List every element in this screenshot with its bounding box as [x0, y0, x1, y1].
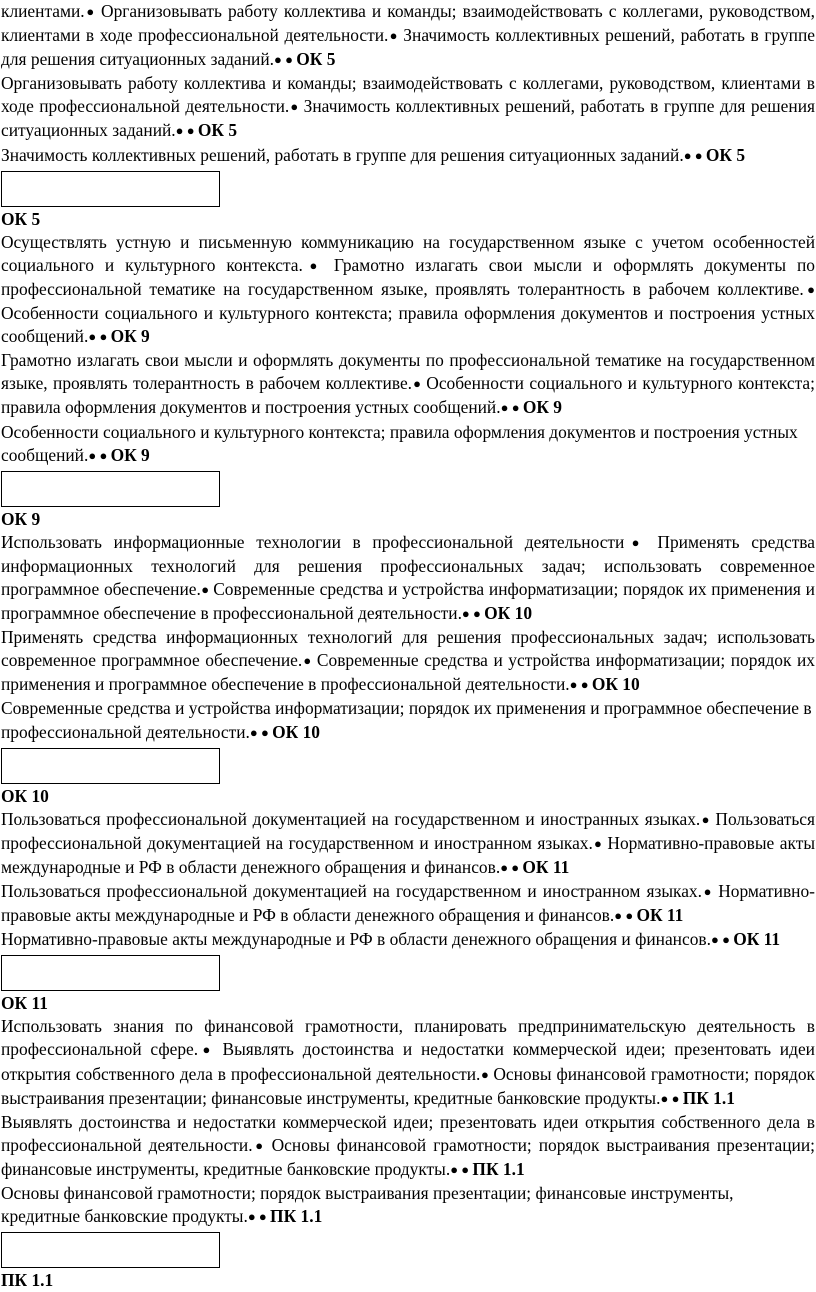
competency-paragraph — [1, 626, 815, 697]
bullet-icon: ● ● — [683, 147, 706, 163]
paragraph-text: Использовать информационные технологии в профессиональной деятельности — [1, 531, 625, 552]
competency-code: ОК 11 — [636, 905, 684, 926]
bullet-icon: ● — [84, 4, 102, 19]
paragraph-text: Нормативно-правовые акты международные и РФ в области денежного обращения и финансов. — [1, 832, 815, 877]
answer-box[interactable] — [1, 1232, 220, 1268]
competency-heading: ОК 9 — [1, 508, 41, 529]
bullet-icon: ● ● — [710, 932, 734, 948]
competency-code: ПК 1.1 — [472, 1158, 525, 1179]
competency-paragraph — [1, 531, 815, 626]
paragraph-text: Нормативно-правовые акты международные и РФ в области денежного обращения и финансов. — [1, 881, 815, 926]
paragraph-text: Организовывать работу коллектива и команды; взаимодействовать с коллегами, руководством, клиентами в ходе профессиональной деятельности. — [1, 1, 815, 46]
competency-paragraph — [1, 808, 815, 880]
paragraph-text: Особенности социального и культурного контекста; правила оформления документов и построения устных сообщений. — [1, 421, 798, 465]
competency-paragraph — [1, 421, 815, 468]
paragraph-text: Современные средства и устройства информатизации; порядок их применения и программное обеспечение в профессиональной деятельности. — [1, 650, 815, 695]
bullet-icon: ● ● — [88, 329, 111, 345]
competency-paragraph — [1, 231, 815, 349]
competency-code: ОК 10 — [272, 721, 321, 742]
bullet-icon: ● ● — [569, 677, 592, 693]
paragraph-text: Современные средства и устройства информатизации; порядок их применения и программное обеспечение в профессиональной деятельности. — [1, 578, 815, 624]
paragraph-text: Значимость коллективных решений, работать в группе для решения ситуационных заданий. — [1, 96, 816, 141]
paragraph-text: Пользоваться профессиональной документацией на государственном и иностранном языках. — [1, 808, 816, 853]
paragraph-text: Пользоваться профессиональной документацией на государственном и иностранном языках. — [1, 881, 702, 901]
paragraph-text: Основы финансовой грамотности; порядок выстраивания презентации; финансовые инструменты, кредитные банковские продукты. — [1, 1063, 815, 1108]
paragraph-text: Основы финансовой грамотности; порядок выстраивания презентации; финансовые инструменты, кредитные банковские продукты. — [1, 1183, 734, 1227]
paragraph-text: Значимость коллективных решений, работать в группе для решения ситуационных заданий. — [1, 25, 815, 70]
paragraph-text: Основы финансовой грамотности; порядок выстраивания презентации; финансовые инструменты, кредитные банковские продукты. — [1, 1134, 815, 1179]
competency-heading: ПК 1.1 — [1, 1270, 54, 1291]
competency-paragraph — [1, 1015, 815, 1110]
competency-heading: ОК 5 — [1, 208, 41, 229]
competency-code: ПК 1.1 — [682, 1087, 735, 1108]
paragraph-text: Современные средства и устройства информатизации; порядок их применения и программное обеспечение в профессиональной деятельности. — [1, 698, 812, 742]
paragraph-text: Особенности социального и культурного контекста; правила оформления документов и построения устных сообщений. — [1, 303, 815, 347]
bullet-icon: ● ● — [450, 1161, 473, 1177]
competency-code: ОК 5 — [296, 49, 336, 70]
paragraph-text: Особенности социального и культурного контекста; правила оформления документов и построения устных сообщений. — [1, 373, 815, 418]
bullet-icon: ● — [200, 581, 214, 597]
bullet-icon: ● ● — [660, 1090, 683, 1106]
bullet-icon: ● ● — [461, 606, 485, 622]
answer-box[interactable] — [1, 748, 220, 784]
competency-paragraph — [1, 0, 815, 72]
competency-paragraph — [1, 72, 815, 143]
bullet-icon: ● — [412, 376, 427, 392]
competency-paragraph — [1, 1182, 815, 1229]
bullet-icon: ● — [624, 534, 658, 550]
bullet-icon: ● — [480, 1066, 494, 1082]
bullet-icon: ● — [252, 1137, 272, 1153]
competency-heading: ОК 11 — [1, 993, 48, 1014]
bullet-icon: ● — [289, 99, 304, 115]
paragraph-text: Организовывать работу коллектива и команды; взаимодействовать с коллегами, руководством, клиентами в ходе профессиональной деятельности. — [1, 73, 815, 117]
bullet-icon: ● ● — [500, 859, 523, 875]
competency-code: ОК 10 — [484, 603, 533, 624]
competency-code: ОК 11 — [522, 856, 570, 877]
competency-code: ОК 11 — [733, 929, 781, 950]
bullet-icon: ● — [700, 811, 716, 827]
competency-paragraph — [1, 144, 815, 168]
competency-code: ОК 5 — [705, 144, 746, 165]
competency-code: ОК 9 — [110, 444, 150, 465]
answer-box[interactable] — [1, 955, 220, 991]
competency-code: ПК 1.1 — [270, 1206, 323, 1227]
competency-paragraph — [1, 880, 815, 928]
competency-code: ОК 9 — [522, 397, 562, 418]
answer-box[interactable] — [1, 171, 220, 207]
bullet-icon: ● ● — [175, 123, 198, 139]
paragraph-text: Пользоваться профессиональной документацией на государственном и иностранных языках. — [1, 808, 701, 829]
bullet-icon: ● — [701, 884, 719, 899]
answer-box[interactable] — [1, 471, 220, 507]
competency-code: ОК 10 — [591, 674, 640, 695]
paragraph-text: Нормативно-правовые акты международные и РФ в области денежного обращения и финансов. — [1, 929, 711, 950]
bullet-icon: ● — [803, 281, 815, 297]
competency-paragraph — [1, 349, 815, 420]
bullet-icon: ● — [198, 1042, 223, 1058]
competency-code: ОК 9 — [110, 326, 150, 347]
paragraph-text: Выявлять достоинства и недостатки коммерческой идеи; презентовать идеи открытия собственного дела в профессиональной деятельности. — [1, 1111, 815, 1155]
paragraph-text: Значимость коллективных решений, работать в группе для решения ситуационных заданий. — [1, 144, 684, 165]
paragraph-text: Выявлять достоинства и недостатки коммерческой идеи; презентовать идеи открытия собственного дела в профессиональной деятельности. — [1, 1039, 815, 1084]
competency-code: ОК 5 — [197, 120, 238, 141]
paragraph-text: Грамотно излагать свои мысли и оформлять документы по профессиональной тематике на государственном языке, проявлять толерантность в рабочем коллективе. — [1, 350, 815, 394]
competency-paragraph — [1, 697, 815, 744]
paragraph-text: Использовать знания по финансовой грамотности, планировать предпринимательскую деятельность в профессиональной сфере. — [1, 1016, 815, 1060]
bullet-icon: ● — [592, 835, 608, 851]
bullet-icon: ● ● — [274, 52, 297, 68]
paragraph-text: Осуществлять устную и письменную коммуникацию на государственном языке с учетом особенностей социального и культурного контекста. — [1, 231, 815, 275]
bullet-icon: ● ● — [500, 400, 523, 416]
paragraph-text: клиентами. — [1, 1, 85, 21]
competency-paragraph — [1, 1111, 815, 1182]
competency-paragraph — [1, 928, 815, 952]
bullet-icon: ● ● — [88, 447, 111, 463]
bullet-icon: ● — [302, 653, 317, 669]
bullet-icon: ● ● — [247, 1209, 271, 1225]
paragraph-text: Грамотно излагать свои мысли и оформлять документы по профессиональной тематике на государственном языке, проявлять толерантность в рабочем коллективе. — [1, 254, 815, 299]
paragraph-text: Применять средства информационных технологий для решения профессиональных задач; использовать современное программное обеспечение. — [1, 627, 815, 671]
competency-heading: ОК 10 — [1, 785, 49, 806]
bullet-icon: ● — [302, 257, 334, 273]
bullet-icon: ● ● — [249, 724, 273, 740]
bullet-icon: ● — [388, 28, 404, 44]
bullet-icon: ● ● — [614, 908, 637, 924]
paragraph-text: Применять средства информационных технологий для решения профессиональных задач; использовать современное программное обеспечение. — [1, 531, 815, 599]
